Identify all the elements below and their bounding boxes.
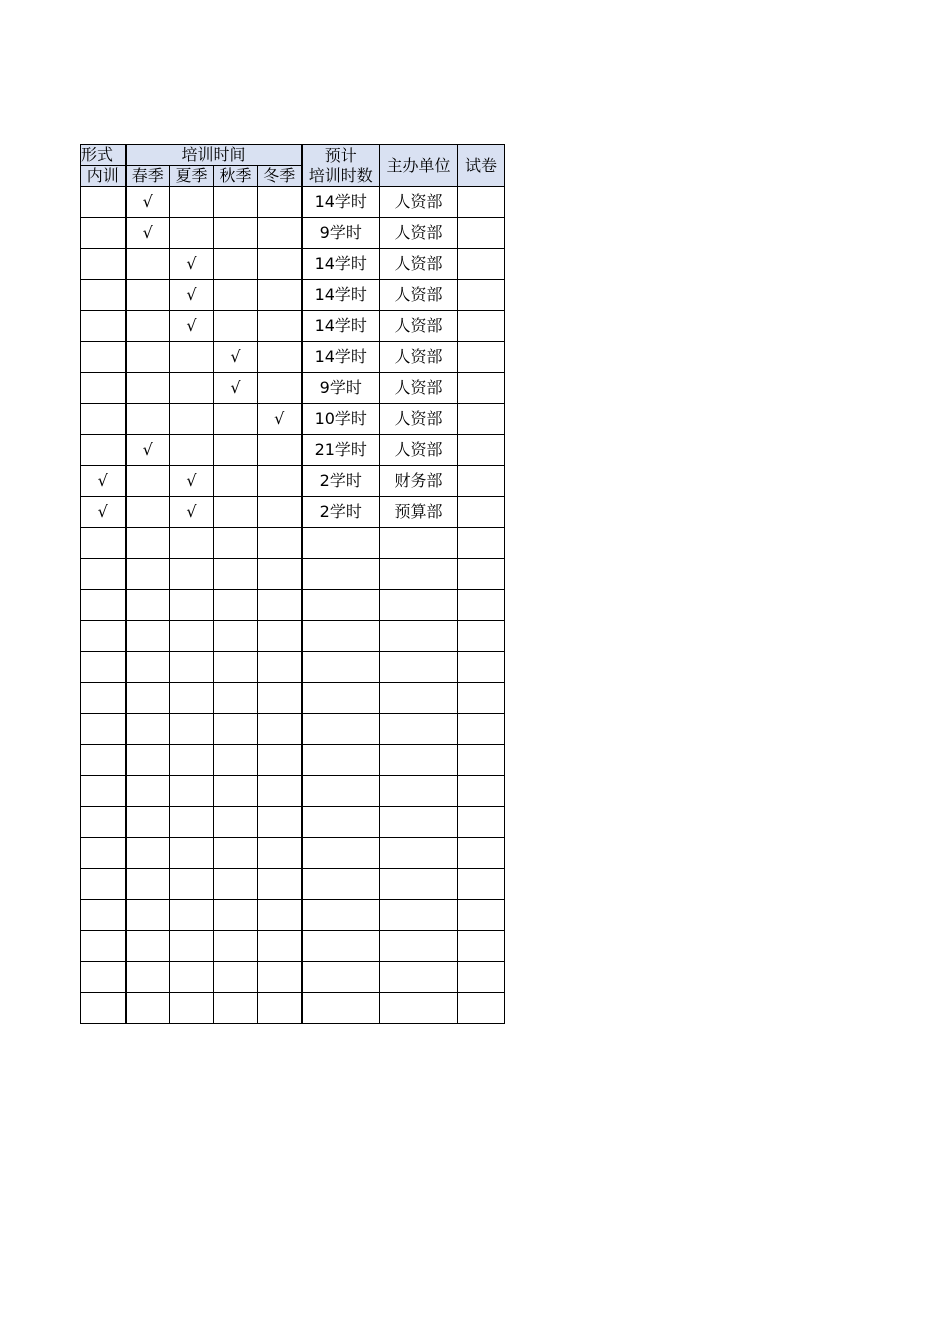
cell-hours[interactable] — [302, 714, 380, 745]
cell-hours[interactable] — [302, 807, 380, 838]
cell-summer[interactable] — [170, 404, 214, 435]
cell-internal[interactable] — [81, 838, 126, 869]
cell-hours[interactable]: 14学时 — [302, 249, 380, 280]
cell-autumn[interactable] — [214, 528, 258, 559]
cell-summer[interactable] — [170, 590, 214, 621]
cell-hours[interactable]: 9学时 — [302, 373, 380, 404]
cell-hours[interactable] — [302, 683, 380, 714]
cell-summer[interactable] — [170, 218, 214, 249]
cell-internal[interactable]: √ — [81, 466, 126, 497]
table-row — [81, 652, 505, 683]
cell-hours[interactable] — [302, 993, 380, 1024]
cell-host-unit[interactable]: 人资部 — [380, 249, 458, 280]
cell-spring[interactable] — [126, 931, 170, 962]
cell-spring[interactable] — [126, 311, 170, 342]
cell-exam-paper[interactable] — [458, 466, 505, 497]
table-row — [81, 404, 505, 435]
cell-internal[interactable] — [81, 559, 126, 590]
cell-host-unit[interactable] — [380, 652, 458, 683]
cell-exam-paper[interactable] — [458, 218, 505, 249]
cell-internal[interactable] — [81, 807, 126, 838]
header-season-autumn: 秋季 — [214, 166, 258, 187]
header-form: 形式 — [81, 145, 126, 166]
cell-summer[interactable] — [170, 342, 214, 373]
cell-host-unit[interactable] — [380, 962, 458, 993]
cell-autumn[interactable] — [214, 187, 258, 218]
cell-host-unit[interactable]: 预算部 — [380, 497, 458, 528]
cell-exam-paper[interactable] — [458, 900, 505, 931]
cell-hours[interactable]: 14学时 — [302, 280, 380, 311]
cell-host-unit[interactable] — [380, 559, 458, 590]
cell-host-unit[interactable] — [380, 931, 458, 962]
header-exam-paper: 试卷 — [458, 145, 505, 187]
cell-host-unit[interactable]: 人资部 — [380, 187, 458, 218]
cell-hours[interactable] — [302, 869, 380, 900]
cell-host-unit[interactable] — [380, 869, 458, 900]
cell-spring[interactable] — [126, 714, 170, 745]
cell-exam-paper[interactable] — [458, 373, 505, 404]
table-row — [81, 218, 505, 249]
cell-internal[interactable] — [81, 776, 126, 807]
cell-internal[interactable] — [81, 590, 126, 621]
cell-winter[interactable] — [258, 745, 302, 776]
cell-autumn[interactable] — [214, 869, 258, 900]
cell-spring[interactable] — [126, 497, 170, 528]
cell-autumn[interactable]: √ — [214, 373, 258, 404]
table-row — [81, 373, 505, 404]
cell-summer[interactable] — [170, 745, 214, 776]
cell-exam-paper[interactable] — [458, 869, 505, 900]
cell-spring[interactable] — [126, 776, 170, 807]
table-row — [81, 311, 505, 342]
cell-exam-paper[interactable] — [458, 962, 505, 993]
cell-internal[interactable] — [81, 652, 126, 683]
cell-hours[interactable] — [302, 931, 380, 962]
cell-exam-paper[interactable] — [458, 187, 505, 218]
cell-autumn[interactable] — [214, 807, 258, 838]
cell-spring[interactable] — [126, 466, 170, 497]
cell-hours[interactable] — [302, 745, 380, 776]
cell-autumn[interactable] — [214, 838, 258, 869]
cell-autumn[interactable] — [214, 745, 258, 776]
cell-host-unit[interactable] — [380, 528, 458, 559]
cell-winter[interactable] — [258, 776, 302, 807]
cell-internal[interactable] — [81, 621, 126, 652]
cell-summer[interactable] — [170, 962, 214, 993]
cell-summer[interactable] — [170, 807, 214, 838]
cell-summer[interactable] — [170, 559, 214, 590]
cell-winter[interactable] — [258, 280, 302, 311]
cell-exam-paper[interactable] — [458, 652, 505, 683]
cell-exam-paper[interactable] — [458, 559, 505, 590]
table-body — [81, 187, 505, 1024]
cell-host-unit[interactable]: 人资部 — [380, 280, 458, 311]
cell-autumn[interactable] — [214, 776, 258, 807]
cell-host-unit[interactable] — [380, 807, 458, 838]
cell-winter[interactable]: √ — [258, 404, 302, 435]
cell-summer[interactable]: √ — [170, 311, 214, 342]
cell-exam-paper[interactable] — [458, 404, 505, 435]
table-row — [81, 497, 505, 528]
cell-internal[interactable] — [81, 962, 126, 993]
cell-host-unit[interactable] — [380, 776, 458, 807]
cell-autumn[interactable] — [214, 404, 258, 435]
header-training-time: 培训时间 — [126, 145, 302, 166]
cell-winter[interactable] — [258, 311, 302, 342]
cell-winter[interactable] — [258, 683, 302, 714]
cell-host-unit[interactable]: 人资部 — [380, 311, 458, 342]
cell-winter[interactable] — [258, 714, 302, 745]
cell-host-unit[interactable]: 人资部 — [380, 342, 458, 373]
table-row — [81, 466, 505, 497]
cell-internal[interactable] — [81, 683, 126, 714]
cell-summer[interactable] — [170, 869, 214, 900]
cell-summer[interactable] — [170, 900, 214, 931]
cell-spring[interactable] — [126, 900, 170, 931]
cell-spring[interactable]: √ — [126, 187, 170, 218]
cell-spring[interactable] — [126, 404, 170, 435]
cell-internal[interactable] — [81, 745, 126, 776]
cell-host-unit[interactable] — [380, 838, 458, 869]
cell-winter[interactable] — [258, 187, 302, 218]
cell-hours[interactable]: 9学时 — [302, 218, 380, 249]
cell-winter[interactable] — [258, 559, 302, 590]
cell-spring[interactable] — [126, 993, 170, 1024]
cell-autumn[interactable] — [214, 683, 258, 714]
cell-summer[interactable] — [170, 714, 214, 745]
cell-autumn[interactable]: √ — [214, 342, 258, 373]
cell-spring[interactable] — [126, 373, 170, 404]
cell-exam-paper[interactable] — [458, 776, 505, 807]
training-plan-table — [80, 144, 505, 1024]
header-season-summer: 夏季 — [170, 166, 214, 187]
cell-hours[interactable] — [302, 528, 380, 559]
cell-autumn[interactable] — [214, 931, 258, 962]
table-row — [81, 869, 505, 900]
cell-hours[interactable]: 2学时 — [302, 466, 380, 497]
header-season-spring: 春季 — [126, 166, 170, 187]
table-row — [81, 435, 505, 466]
cell-exam-paper[interactable] — [458, 993, 505, 1024]
header-estimated-hours-line2: 培训时数 — [308, 165, 373, 185]
cell-internal[interactable] — [81, 249, 126, 280]
cell-winter[interactable] — [258, 993, 302, 1024]
cell-spring[interactable]: √ — [126, 435, 170, 466]
cell-internal[interactable] — [81, 342, 126, 373]
table-row — [81, 590, 505, 621]
cell-hours[interactable]: 2学时 — [302, 497, 380, 528]
cell-winter[interactable] — [258, 900, 302, 931]
cell-spring[interactable] — [126, 652, 170, 683]
header-estimated-hours-line1: 预计 — [324, 145, 357, 165]
cell-internal[interactable] — [81, 931, 126, 962]
cell-spring[interactable] — [126, 249, 170, 280]
cell-internal[interactable] — [81, 869, 126, 900]
cell-exam-paper[interactable] — [458, 745, 505, 776]
cell-winter[interactable] — [258, 931, 302, 962]
cell-winter[interactable] — [258, 590, 302, 621]
table-row — [81, 714, 505, 745]
table-row — [81, 900, 505, 931]
cell-hours[interactable]: 14学时 — [302, 311, 380, 342]
cell-winter[interactable] — [258, 466, 302, 497]
cell-exam-paper[interactable] — [458, 280, 505, 311]
cell-exam-paper[interactable] — [458, 435, 505, 466]
cell-winter[interactable] — [258, 621, 302, 652]
cell-autumn[interactable] — [214, 993, 258, 1024]
cell-summer[interactable] — [170, 993, 214, 1024]
cell-summer[interactable] — [170, 776, 214, 807]
cell-exam-paper[interactable] — [458, 249, 505, 280]
cell-winter[interactable] — [258, 528, 302, 559]
cell-spring[interactable] — [126, 683, 170, 714]
cell-spring[interactable] — [126, 342, 170, 373]
cell-hours[interactable] — [302, 559, 380, 590]
cell-exam-paper[interactable] — [458, 621, 505, 652]
table-row — [81, 838, 505, 869]
cell-internal[interactable]: √ — [81, 497, 126, 528]
cell-internal[interactable] — [81, 404, 126, 435]
header-host-unit: 主办单位 — [380, 145, 458, 187]
cell-winter[interactable] — [258, 807, 302, 838]
cell-autumn[interactable] — [214, 435, 258, 466]
cell-autumn[interactable] — [214, 249, 258, 280]
cell-spring[interactable] — [126, 528, 170, 559]
cell-exam-paper[interactable] — [458, 590, 505, 621]
cell-hours[interactable] — [302, 962, 380, 993]
cell-autumn[interactable] — [214, 218, 258, 249]
cell-winter[interactable] — [258, 652, 302, 683]
cell-autumn[interactable] — [214, 652, 258, 683]
cell-internal[interactable] — [81, 280, 126, 311]
table-row — [81, 807, 505, 838]
table-row — [81, 962, 505, 993]
cell-summer[interactable]: √ — [170, 466, 214, 497]
cell-summer[interactable] — [170, 931, 214, 962]
header-internal-training: 内训 — [81, 166, 126, 187]
table-row — [81, 280, 505, 311]
header-estimated-hours — [302, 145, 380, 187]
cell-exam-paper[interactable] — [458, 838, 505, 869]
cell-autumn[interactable] — [214, 280, 258, 311]
cell-hours[interactable] — [302, 652, 380, 683]
cell-autumn[interactable] — [214, 714, 258, 745]
cell-autumn[interactable] — [214, 466, 258, 497]
cell-winter[interactable] — [258, 249, 302, 280]
cell-summer[interactable] — [170, 838, 214, 869]
cell-autumn[interactable] — [214, 559, 258, 590]
cell-winter[interactable] — [258, 342, 302, 373]
cell-autumn[interactable] — [214, 311, 258, 342]
cell-exam-paper[interactable] — [458, 714, 505, 745]
cell-spring[interactable] — [126, 280, 170, 311]
cell-host-unit[interactable]: 财务部 — [380, 466, 458, 497]
cell-hours[interactable]: 21学时 — [302, 435, 380, 466]
cell-summer[interactable] — [170, 652, 214, 683]
cell-exam-paper[interactable] — [458, 807, 505, 838]
cell-spring[interactable] — [126, 621, 170, 652]
cell-hours[interactable]: 14学时 — [302, 342, 380, 373]
cell-host-unit[interactable]: 人资部 — [380, 435, 458, 466]
cell-winter[interactable] — [258, 497, 302, 528]
table-row — [81, 776, 505, 807]
cell-autumn[interactable] — [214, 900, 258, 931]
cell-summer[interactable] — [170, 621, 214, 652]
cell-summer[interactable] — [170, 528, 214, 559]
cell-hours[interactable] — [302, 838, 380, 869]
cell-internal[interactable] — [81, 311, 126, 342]
cell-summer[interactable] — [170, 187, 214, 218]
cell-summer[interactable] — [170, 435, 214, 466]
cell-host-unit[interactable] — [380, 745, 458, 776]
table-row — [81, 745, 505, 776]
table-row — [81, 993, 505, 1024]
cell-spring[interactable] — [126, 590, 170, 621]
cell-host-unit[interactable] — [380, 714, 458, 745]
cell-hours[interactable]: 14学时 — [302, 187, 380, 218]
cell-summer[interactable]: √ — [170, 249, 214, 280]
cell-winter[interactable] — [258, 838, 302, 869]
table-row — [81, 249, 505, 280]
cell-host-unit[interactable] — [380, 683, 458, 714]
cell-summer[interactable]: √ — [170, 497, 214, 528]
cell-hours[interactable] — [302, 776, 380, 807]
cell-spring[interactable] — [126, 838, 170, 869]
table-row — [81, 621, 505, 652]
cell-spring[interactable] — [126, 807, 170, 838]
cell-winter[interactable] — [258, 962, 302, 993]
cell-host-unit[interactable]: 人资部 — [380, 218, 458, 249]
cell-host-unit[interactable] — [380, 900, 458, 931]
cell-exam-paper[interactable] — [458, 528, 505, 559]
table-row — [81, 559, 505, 590]
cell-exam-paper[interactable] — [458, 931, 505, 962]
cell-autumn[interactable] — [214, 497, 258, 528]
cell-spring[interactable]: √ — [126, 218, 170, 249]
cell-hours[interactable]: 10学时 — [302, 404, 380, 435]
cell-host-unit[interactable]: 人资部 — [380, 404, 458, 435]
cell-exam-paper[interactable] — [458, 683, 505, 714]
cell-host-unit[interactable] — [380, 993, 458, 1024]
cell-hours[interactable] — [302, 900, 380, 931]
cell-spring[interactable] — [126, 745, 170, 776]
cell-summer[interactable]: √ — [170, 280, 214, 311]
cell-spring[interactable] — [126, 869, 170, 900]
header-season-winter: 冬季 — [258, 166, 302, 187]
cell-internal[interactable] — [81, 187, 126, 218]
cell-host-unit[interactable]: 人资部 — [380, 373, 458, 404]
cell-autumn[interactable] — [214, 962, 258, 993]
table-row — [81, 528, 505, 559]
cell-internal[interactable] — [81, 373, 126, 404]
cell-summer[interactable] — [170, 373, 214, 404]
table-row — [81, 187, 505, 218]
cell-internal[interactable] — [81, 435, 126, 466]
table-row — [81, 931, 505, 962]
cell-winter[interactable] — [258, 435, 302, 466]
cell-host-unit[interactable] — [380, 621, 458, 652]
cell-winter[interactable] — [258, 373, 302, 404]
table-row — [81, 342, 505, 373]
cell-winter[interactable] — [258, 869, 302, 900]
cell-winter[interactable] — [258, 218, 302, 249]
cell-internal[interactable] — [81, 714, 126, 745]
cell-hours[interactable] — [302, 590, 380, 621]
cell-internal[interactable] — [81, 218, 126, 249]
cell-summer[interactable] — [170, 683, 214, 714]
cell-exam-paper[interactable] — [458, 342, 505, 373]
cell-host-unit[interactable] — [380, 590, 458, 621]
cell-internal[interactable] — [81, 528, 126, 559]
cell-spring[interactable] — [126, 962, 170, 993]
table-row — [81, 683, 505, 714]
cell-hours[interactable] — [302, 621, 380, 652]
cell-exam-paper[interactable] — [458, 497, 505, 528]
cell-autumn[interactable] — [214, 590, 258, 621]
cell-internal[interactable] — [81, 900, 126, 931]
cell-spring[interactable] — [126, 559, 170, 590]
cell-exam-paper[interactable] — [458, 311, 505, 342]
cell-internal[interactable] — [81, 993, 126, 1024]
cell-autumn[interactable] — [214, 621, 258, 652]
